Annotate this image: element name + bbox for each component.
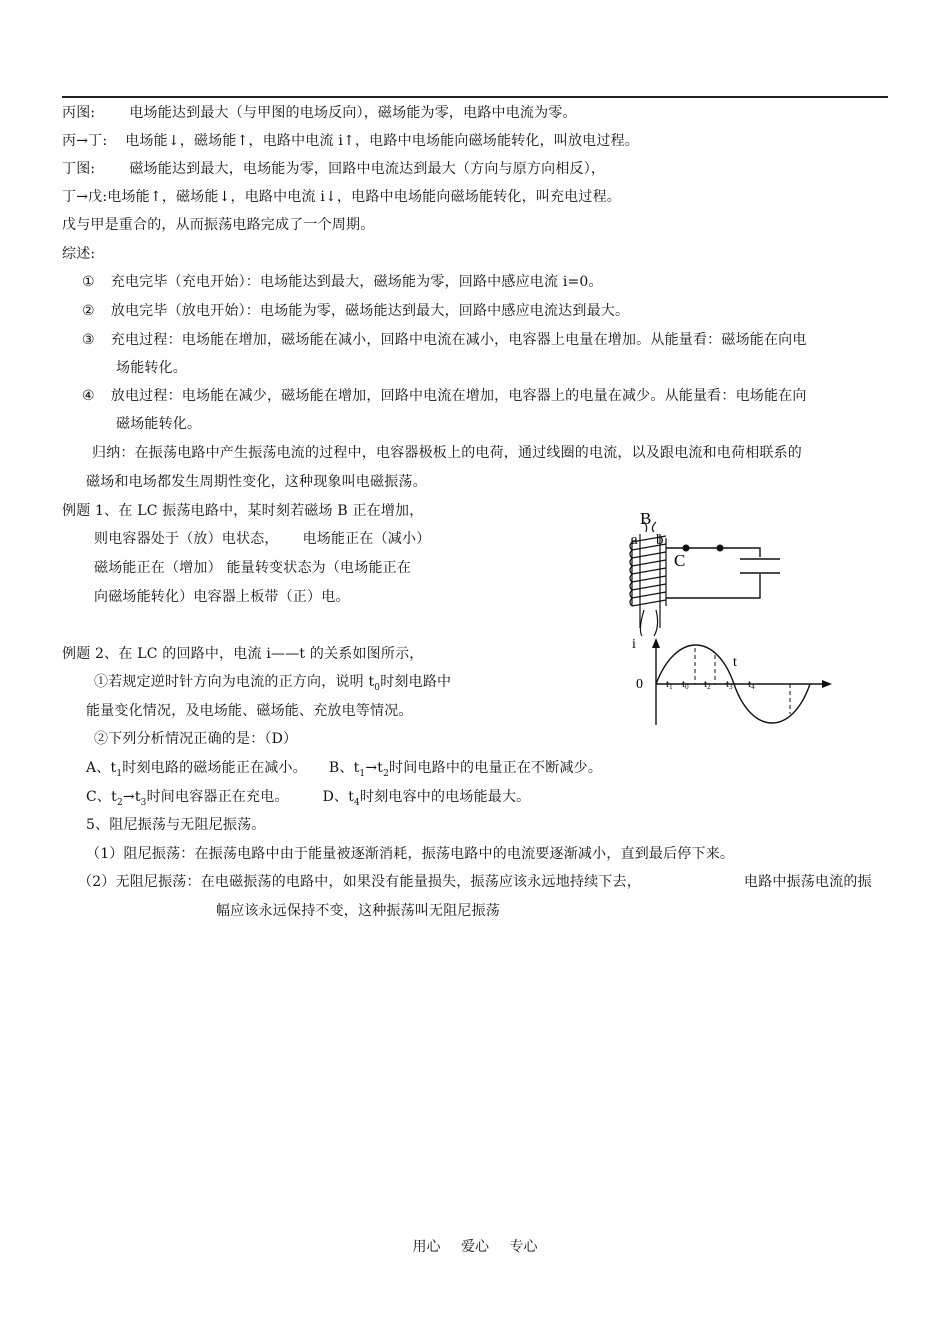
footer-word-1: 用心 [412,1239,441,1255]
junction-dot-2 [717,545,724,552]
conclusion-line-1: 归纳：在振荡电路中产生振荡电流的过程中，电容器极板上的电荷，通过线圈的电流，以及跟电流和电荷相联系的 [92,445,802,461]
line-ding-wu: 丁→戊:电场能↑，磁场能↓，电路中电流 i↓，电路中电场能向磁场能转化，叫充电过程。 [62,189,621,205]
example2-line-1: 例题 2、在 LC 的回路中，电流 i——t 的关系如图所示， [62,646,424,662]
summary-item-1: ① 充电完毕（充电开始）：电场能达到最大，磁场能为零，回路中感应电流 i=0。 [82,274,603,290]
label-bing: 丙图: [62,105,96,121]
example1-line-2: 则电容器处于（放）电状态， 电场能正在（减小） [94,531,431,547]
summary-item-3: ③ 充电过程：电场能在增加，磁场能在减小，回路中电流在减小，电容器上电量在增加。从能量看：磁场能在向电 [82,332,807,348]
example2-options-ab [86,759,602,783]
lc-circuit-diagram [620,500,800,640]
example1-line-4: 向磁场能转化）电容器上板带（正）电。 [94,589,350,605]
section5-paragraph-2-right: 电路中振荡电流的振 [744,874,872,890]
dashed-guides [695,648,790,714]
example1-line-3: 磁场能正在（增加） 能量转变状态为（电场能正在 [94,560,412,576]
summary-item-3-cont: 场能转化。 [116,360,187,376]
summary-item-4-cont: 磁场能转化。 [116,416,202,432]
tick-t2: t2 [704,678,711,691]
origin-label: 0 [636,677,643,692]
summary-item-4: ④ 放电过程：电场能在减少，磁场能在增加，回路中电流在增加，电容器上的电量在减少。从能量看：电场能在向 [82,388,807,404]
conclusion-line-2: 磁场和电场都发生周期性变化，这种现象叫电磁振荡。 [86,474,427,490]
line-bing [62,104,577,122]
line-ding: 丁图: 磁场能达到最大，电场能为零，回路中电流达到最大（方向与原方向相反）， [62,161,606,177]
example2-question-1-cont: 能量变化情况，及电场能、磁场能、充放电等情况。 [86,703,413,719]
option-d: D、$t_4$时刻电容中的电场能最大。 [322,789,531,808]
x-axis-label: t [733,655,737,670]
junction-dot-1 [683,545,690,552]
footer-word-3: 专心 [509,1239,538,1255]
current-time-graph [620,630,840,730]
tick-t1: t1 [666,678,673,691]
option-b: B、$t_1\to t_2$时间电路中的电量正在不断减少。 [328,760,603,779]
x-axis-arrow [822,680,832,688]
tick-t4: t4 [748,678,755,691]
capacitor-symbol [740,559,780,573]
example1-line-1: 例题 1、在 LC 振荡电路中，某时刻若磁场 B 正在增加， [62,503,424,519]
example2-question-1: ①若规定逆时针方向为电流的正方向，说明 $t_0$时刻电路中 [94,674,452,693]
section5-paragraph-2-cont: 幅应该永远保持不变，这种振荡叫无阻尼振荡 [216,903,500,919]
y-axis-arrow [652,638,660,648]
circuit-label-a: a [631,532,638,548]
y-axis-label: i [632,637,636,652]
option-c: C、$t_2\to t_3$时间电容器正在充电。 [86,789,289,808]
circuit-label-c: C [674,551,686,570]
section5-title: 5、阻尼振荡与无阻尼振荡。 [86,817,266,833]
line-bing-ding: 丙→丁: 电场能↓，磁场能↑，电路中电流 i↑，电路中电场能向磁场能转化，叫放电过程。 [62,133,639,149]
section5-paragraph-2: （2）无阻尼振荡：在电磁振荡的电路中，如果没有能量损失，振荡应该永远地持续下去， [78,874,641,890]
summary-item-2: ② 放电完毕（放电开始）：电场能为零，磁场能达到最大，回路中感应电流达到最大。 [82,303,630,319]
page-footer [0,1236,950,1256]
footer-word-2: 爱心 [461,1239,489,1255]
section5-paragraph-1: （1）阻尼振荡：在振荡电路中由于能量被逐渐消耗，振荡电路中的电流要逐渐减小，直到最后停下来。 [86,846,735,862]
summary-heading: 综述: [62,246,96,262]
line-wu: 戊与甲是重合的，从而振荡电路完成了一个周期。 [62,217,375,233]
example2-question-2: ②下列分析情况正确的是：（D） [94,731,298,747]
circuit-label-b: b [656,532,664,548]
text-bing: 电场能达到最大（与甲图的电场反向），磁场能为零，电路中电流为零。 [129,105,577,121]
example2-options-cd [86,788,530,812]
option-a: A、$t_1$时刻电路的磁场能正在减小。 [86,760,307,779]
tick-t0: t0 [682,678,689,691]
header-rule [62,96,888,98]
tick-t3: t3 [726,678,733,691]
circuit-label-b-field: B [640,509,652,528]
